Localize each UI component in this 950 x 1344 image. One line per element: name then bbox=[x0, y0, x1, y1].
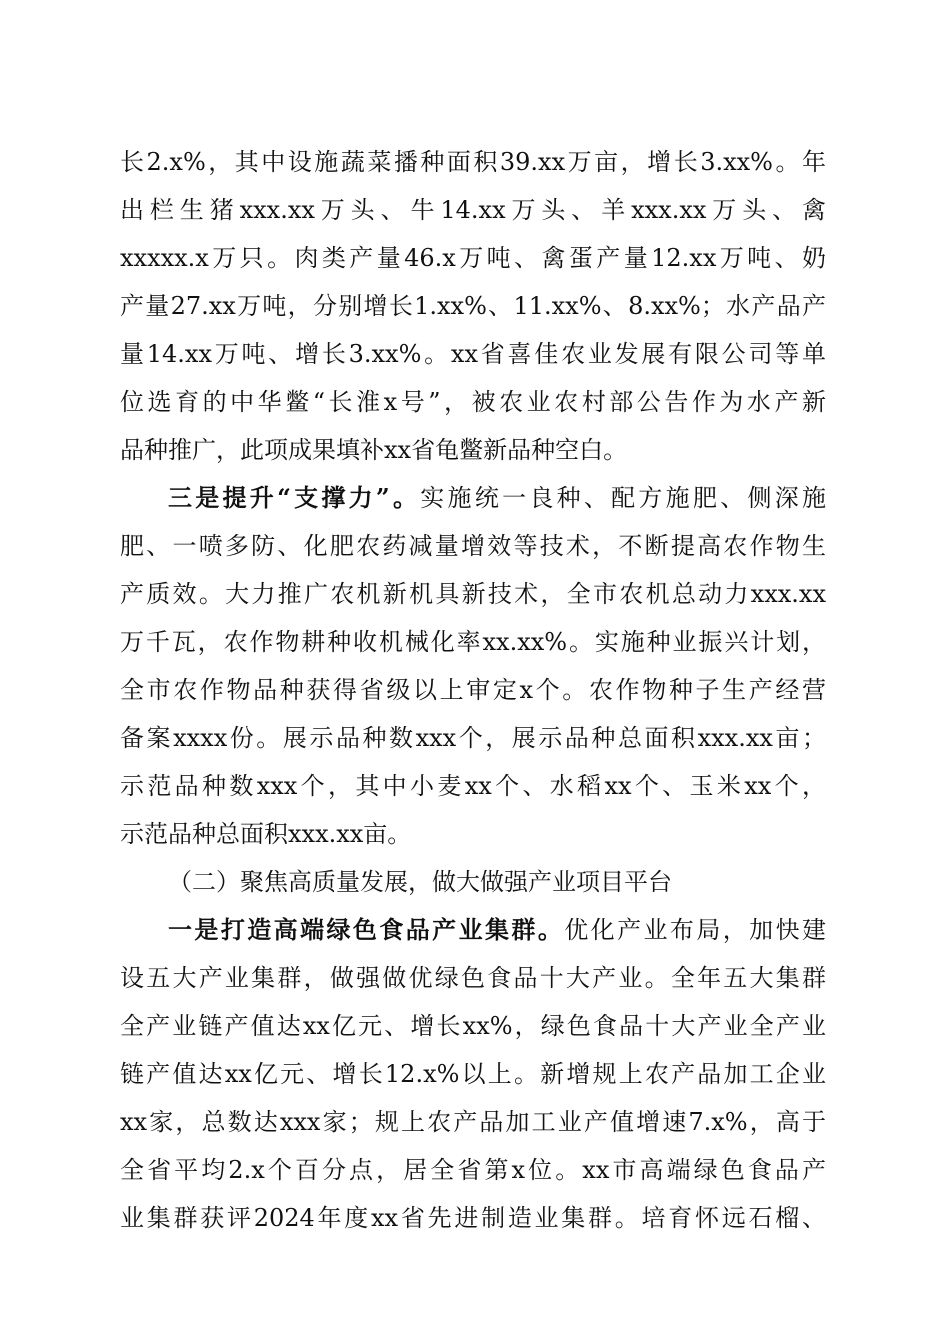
text-line: 示范品种总面积xxx.xx亩。 bbox=[120, 820, 412, 848]
text-line: 设五大产业集群，做强做优绿色食品十大产业。全年五大集群 bbox=[120, 964, 826, 992]
paragraph-first-text: 实施统一良种、配方施肥、侧深施 bbox=[420, 484, 826, 512]
paragraph-lead: 一是打造高端绿色食品产业集群。 bbox=[168, 915, 565, 944]
text-line: 长2.x%，其中设施蔬菜播种面积39.xx万亩，增长3.xx%。年 bbox=[120, 148, 826, 176]
text-line: 产质效。大力推广农机新机具新技术，全市农机总动力xxx.xx bbox=[120, 580, 826, 608]
text-line: 产量27.xx万吨，分别增长1.xx%、11.xx%、8.xx%；水产品产 bbox=[120, 292, 826, 320]
paragraph-first-text: 优化产业布局，加快建 bbox=[564, 916, 826, 944]
text-line: xx家，总数达xxx家；规上农产品加工业产值增速7.x%，高于 bbox=[120, 1108, 826, 1136]
text-line: 链产值达xx亿元、增长12.x%以上。新增规上农产品加工企业 bbox=[120, 1060, 826, 1088]
text-line: 全省平均2.x个百分点，居全省第x位。xx市高端绿色食品产 bbox=[120, 1156, 826, 1184]
text-line: 品种推广，此项成果填补xx省龟鳖新品种空白。 bbox=[120, 436, 628, 464]
text-line: 肥、一喷多防、化肥农药减量增效等技术，不断提高农作物生 bbox=[120, 532, 826, 560]
text-line: 全市农作物品种获得省级以上审定x个。农作物种子生产经营 bbox=[120, 676, 826, 704]
paragraph-first-line bbox=[168, 478, 826, 518]
text-line: 出栏生猪xxx.xx万头、牛14.xx万头、羊xxx.xx万头、禽 bbox=[120, 196, 826, 224]
text-line: 备案xxxx份。展示品种数xxx个，展示品种总面积xxx.xx亩； bbox=[120, 724, 826, 752]
text-line: xxxxx.x万只。肉类产量46.x万吨、禽蛋产量12.xx万吨、奶 bbox=[120, 244, 826, 272]
text-line: 位选育的中华鳖“长淮x号”，被农业农村部公告作为水产新 bbox=[120, 388, 826, 416]
paragraph-lead: 三是提升“支撑力”。 bbox=[168, 483, 421, 512]
text-line: 万千瓦，农作物耕种收机械化率xx.xx%。实施种业振兴计划， bbox=[120, 628, 826, 656]
text-line: 业集群获评2024年度xx省先进制造业集群。培育怀远石榴、 bbox=[120, 1204, 826, 1232]
text-line: 示范品种数xxx个，其中小麦xx个、水稻xx个、玉米xx个， bbox=[120, 772, 826, 800]
paragraph-first-line bbox=[168, 910, 826, 950]
section-heading: （二）聚焦高质量发展，做大做强产业项目平台 bbox=[168, 868, 672, 896]
text-line: 全产业链产值达xx亿元、增长xx%，绿色食品十大产业全产业 bbox=[120, 1012, 826, 1040]
text-line: 量14.xx万吨、增长3.xx%。xx省喜佳农业发展有限公司等单 bbox=[120, 340, 826, 368]
